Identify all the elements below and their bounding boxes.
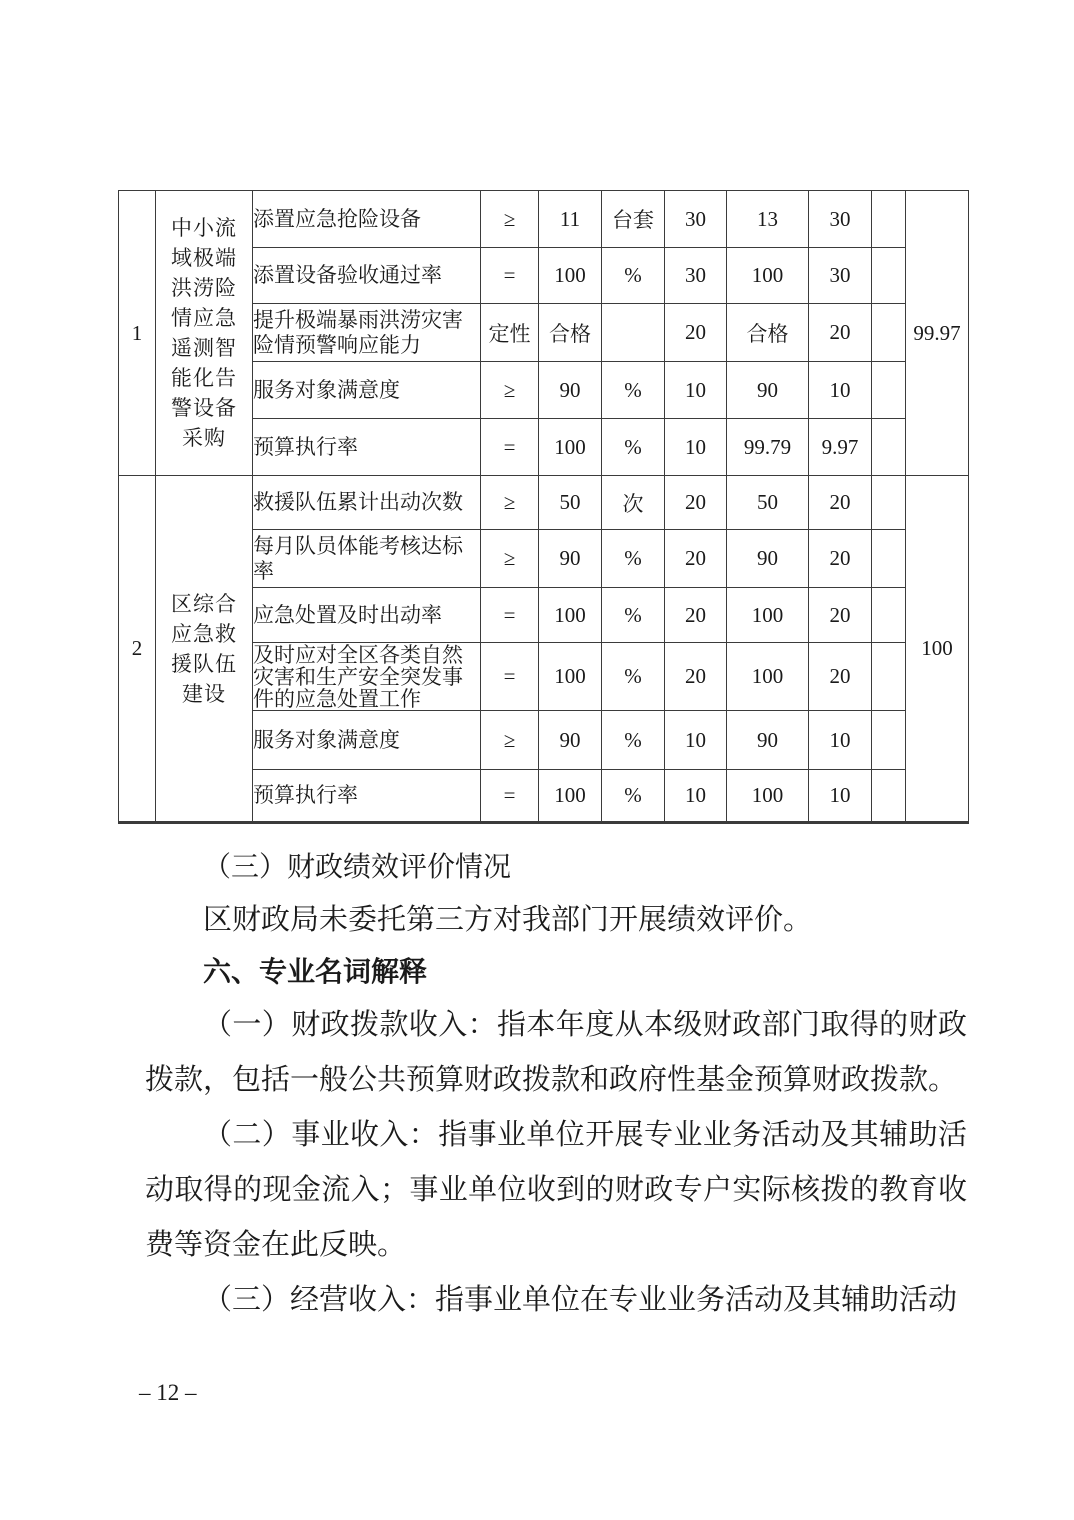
score-cell: 20 [809, 476, 872, 530]
performance-indicator-table [118, 190, 969, 824]
para-term-business-income: （二）事业收入：指事业单位开展专业业务活动及其辅助活动取得的现金流入；事业单位收到的财政专户实际核拨的教育收费等资金在此反映。 [145, 1119, 967, 1261]
weight-cell: 20 [665, 304, 727, 362]
weight-cell: 20 [665, 643, 727, 711]
empty-cell [872, 362, 906, 419]
score-cell: 30 [809, 191, 872, 248]
weight-cell: 10 [665, 711, 727, 770]
indicator-cell: 服务对象满意度 [253, 711, 481, 770]
indicator-cell: 应急处置及时出动率 [253, 588, 481, 643]
score-cell: 30 [809, 248, 872, 304]
unit-cell: % [602, 643, 665, 711]
empty-cell [872, 248, 906, 304]
relation-cell: ≥ [481, 476, 539, 530]
weight-cell: 20 [665, 588, 727, 643]
unit-cell: % [602, 770, 665, 823]
indicator-cell: 预算执行率 [253, 419, 481, 476]
empty-cell [872, 588, 906, 643]
section-heading-terms: 六、专业名词解释 [203, 956, 428, 987]
empty-cell [872, 191, 906, 248]
unit-cell: % [602, 588, 665, 643]
unit-cell: 次 [602, 476, 665, 530]
project-name: 中小流域极端洪涝险情应急遥测智能化告警设备采购 [171, 216, 237, 450]
weight-cell: 10 [665, 362, 727, 419]
section-heading-finance-eval: （三）财政绩效评价情况 [203, 852, 512, 883]
project-name: 区综合应急救援队伍建设 [171, 591, 237, 706]
seq-cell: 1 [119, 191, 156, 476]
weight-cell: 10 [665, 770, 727, 823]
relation-cell: 定性 [481, 304, 539, 362]
score-cell: 20 [809, 530, 872, 588]
target-value-cell: 100 [539, 248, 602, 304]
unit-cell: 台套 [602, 191, 665, 248]
indicator-cell: 及时应对全区各类自然灾害和生产安全突发事件的应急处置工作 [253, 643, 481, 711]
indicator-cell: 预算执行率 [253, 770, 481, 823]
relation-cell: = [481, 588, 539, 643]
page-number: – 12 – [139, 1380, 197, 1405]
target-value-cell: 100 [539, 643, 602, 711]
target-value-cell: 90 [539, 530, 602, 588]
unit-cell: % [602, 530, 665, 588]
project-cell [156, 191, 253, 476]
target-value-cell: 100 [539, 770, 602, 823]
table-row [119, 191, 969, 248]
total-score-cell: 99.97 [906, 191, 969, 476]
document-body [145, 842, 967, 1328]
target-value-cell: 90 [539, 711, 602, 770]
relation-cell: ≥ [481, 530, 539, 588]
score-cell: 10 [809, 362, 872, 419]
target-value-cell: 90 [539, 362, 602, 419]
actual-value-cell: 50 [727, 476, 809, 530]
actual-value-cell: 13 [727, 191, 809, 248]
score-cell: 20 [809, 304, 872, 362]
empty-cell [872, 770, 906, 823]
relation-cell: ≥ [481, 711, 539, 770]
unit-cell: % [602, 362, 665, 419]
para-term-fiscal-appropriation: （一）财政拨款收入：指本年度从本级财政部门取得的财政拨款，包括一般公共预算财政拨款和政府性基金预算财政拨款。 [145, 1009, 967, 1096]
weight-cell: 10 [665, 419, 727, 476]
indicator-cell: 每月队员体能考核达标率 [253, 530, 481, 588]
total-score-cell: 100 [906, 476, 969, 823]
empty-cell [872, 304, 906, 362]
indicator-cell: 添置设备验收通过率 [253, 248, 481, 304]
empty-cell [872, 476, 906, 530]
actual-value-cell: 90 [727, 362, 809, 419]
weight-cell: 30 [665, 248, 727, 304]
actual-value-cell: 90 [727, 711, 809, 770]
weight-cell: 20 [665, 476, 727, 530]
indicator-cell: 添置应急抢险设备 [253, 191, 481, 248]
score-cell: 9.97 [809, 419, 872, 476]
actual-value-cell: 90 [727, 530, 809, 588]
relation-cell: = [481, 643, 539, 711]
table-row [119, 476, 969, 530]
target-value-cell: 合格 [539, 304, 602, 362]
actual-value-cell: 100 [727, 588, 809, 643]
empty-cell [872, 530, 906, 588]
target-value-cell: 11 [539, 191, 602, 248]
actual-value-cell: 100 [727, 248, 809, 304]
weight-cell: 20 [665, 530, 727, 588]
target-value-cell: 100 [539, 419, 602, 476]
indicator-cell: 服务对象满意度 [253, 362, 481, 419]
score-cell: 10 [809, 711, 872, 770]
empty-cell [872, 711, 906, 770]
relation-cell: = [481, 770, 539, 823]
target-value-cell: 100 [539, 588, 602, 643]
score-cell: 10 [809, 770, 872, 823]
relation-cell: ≥ [481, 191, 539, 248]
score-cell: 20 [809, 588, 872, 643]
project-cell [156, 476, 253, 823]
para-term-operating-income: （三）经营收入：指事业单位在专业业务活动及其辅助活动 [203, 1284, 958, 1316]
relation-cell: = [481, 248, 539, 304]
para-eval-statement: 区财政局未委托第三方对我部门开展绩效评价。 [203, 904, 813, 936]
unit-cell: % [602, 419, 665, 476]
actual-value-cell: 100 [727, 770, 809, 823]
seq-cell: 2 [119, 476, 156, 823]
unit-cell [602, 304, 665, 362]
unit-cell: % [602, 711, 665, 770]
actual-value-cell: 99.79 [727, 419, 809, 476]
score-cell: 20 [809, 643, 872, 711]
empty-cell [872, 643, 906, 711]
weight-cell: 30 [665, 191, 727, 248]
indicator-cell: 提升极端暴雨洪涝灾害险情预警响应能力 [253, 304, 481, 362]
indicator-cell: 救援队伍累计出动次数 [253, 476, 481, 530]
relation-cell: = [481, 419, 539, 476]
target-value-cell: 50 [539, 476, 602, 530]
empty-cell [872, 419, 906, 476]
actual-value-cell: 合格 [727, 304, 809, 362]
actual-value-cell: 100 [727, 643, 809, 711]
unit-cell: % [602, 248, 665, 304]
relation-cell: ≥ [481, 362, 539, 419]
